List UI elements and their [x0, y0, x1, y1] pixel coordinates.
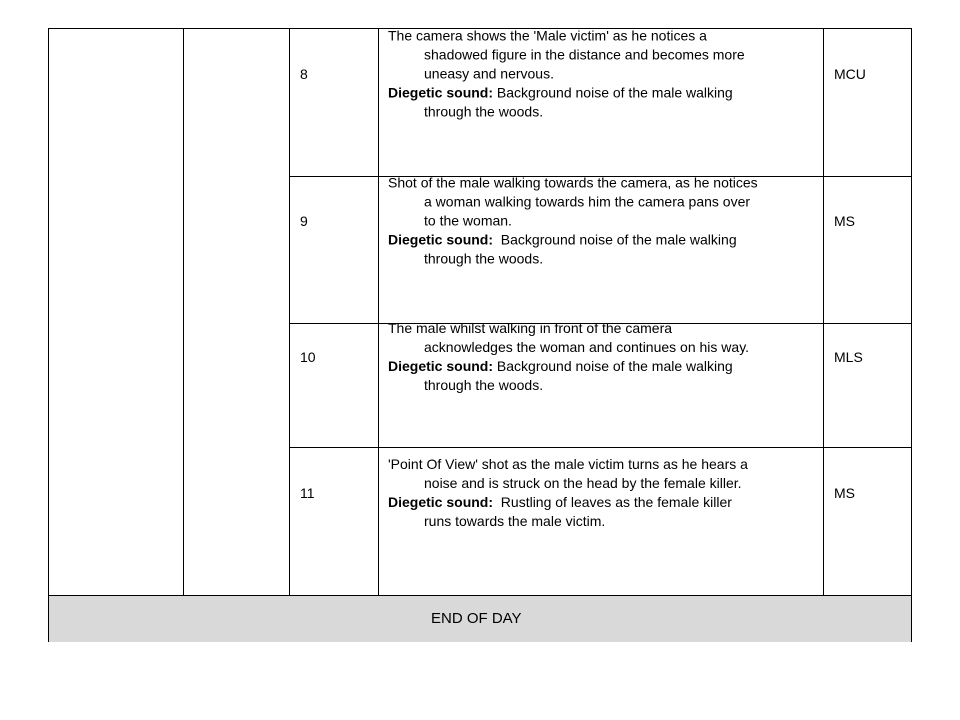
sound-label: Diegetic sound: — [388, 494, 494, 510]
description-line: noise and is struck on the head by the female killer. — [424, 475, 742, 491]
shot-type: MS — [834, 485, 855, 501]
footer-row — [49, 595, 911, 642]
column-divider — [183, 29, 184, 595]
description-line: acknowledges the woman and continues on his way. — [424, 339, 750, 355]
column-divider — [289, 29, 290, 595]
sound-label: Diegetic sound: — [388, 231, 494, 248]
sound-text: through the woods. — [424, 250, 544, 267]
shot-description — [388, 455, 818, 531]
end-of-day-label: END OF DAY — [431, 610, 522, 627]
row-divider — [289, 447, 911, 448]
shot-type: MCU — [834, 66, 866, 82]
sound-line — [388, 357, 818, 376]
column-divider — [378, 29, 379, 595]
sound-text: Background noise of the male walking — [493, 358, 733, 374]
description-line: a woman walking towards him the camera pans over — [424, 193, 751, 210]
shot-type: MS — [834, 213, 855, 229]
description-line: shadowed figure in the distance and becomes more — [424, 46, 745, 63]
description-line: The male whilst walking in front of the camera — [388, 320, 673, 336]
shot-number: 8 — [300, 66, 308, 82]
column-divider — [823, 29, 824, 595]
sound-line — [388, 231, 818, 250]
shot-description — [388, 174, 818, 269]
sound-text: Background noise of the male walking — [493, 84, 733, 101]
shot-description — [388, 27, 818, 122]
sound-line — [388, 84, 818, 103]
sound-label: Diegetic sound: — [388, 84, 494, 101]
description-line: 'Point Of View' shot as the male victim turns as he hears a — [388, 456, 748, 472]
description-line: uneasy and nervous. — [424, 65, 554, 82]
sound-text: through the woods. — [424, 377, 544, 393]
shot-type: MLS — [834, 349, 863, 365]
sound-label: Diegetic sound: — [388, 358, 494, 374]
description-line: Shot of the male walking towards the camera, as he notices — [388, 174, 758, 191]
shot-number: 11 — [300, 485, 315, 501]
description-line: The camera shows the 'Male victim' as he notices a — [388, 27, 707, 44]
description-line: to the woman. — [424, 212, 512, 229]
shot-number: 9 — [300, 213, 308, 229]
shot-number: 10 — [300, 349, 316, 365]
sound-text: Background noise of the male walking — [493, 231, 737, 248]
shot-list-table — [48, 28, 912, 642]
sound-text: through the woods. — [424, 103, 544, 120]
sound-line — [388, 493, 818, 512]
shot-description — [388, 319, 818, 395]
sound-text: Rustling of leaves as the female killer — [493, 494, 732, 510]
sound-text: runs towards the male victim. — [424, 513, 606, 529]
